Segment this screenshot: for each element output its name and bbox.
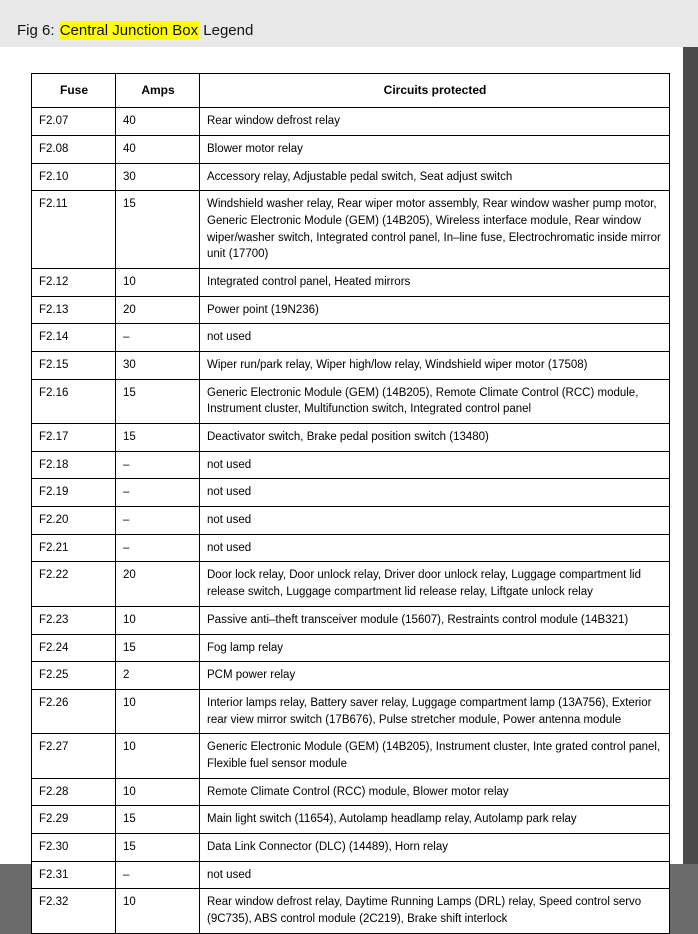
cell-fuse: F2.11: [32, 191, 116, 269]
cell-circuits: Data Link Connector (DLC) (14489), Horn relay: [200, 833, 670, 861]
cell-circuits: Passive anti–theft transceiver module (15607), Restraints control module (14B321): [200, 606, 670, 634]
cell-circuits: Generic Electronic Module (GEM) (14B205), Instrument cluster, Inte grated control panel, Flexible fuel sensor module: [200, 734, 670, 778]
cell-circuits: not used: [200, 534, 670, 562]
cell-fuse: F2.10: [32, 163, 116, 191]
table-row: [32, 534, 670, 562]
cell-fuse: F2.22: [32, 562, 116, 606]
cell-fuse: F2.16: [32, 379, 116, 423]
cell-circuits: Rear window defrost relay, Daytime Running Lamps (DRL) relay, Speed control servo (9C735), ABS control module (2C219), Brake shift interlock: [200, 889, 670, 933]
cell-fuse: F2.27: [32, 734, 116, 778]
table-row: [32, 806, 670, 834]
cell-amps: 15: [116, 379, 200, 423]
table-row: [32, 324, 670, 352]
cell-amps: 15: [116, 424, 200, 452]
cell-amps: 15: [116, 191, 200, 269]
table-row: [32, 108, 670, 136]
table-header-row: [32, 74, 670, 108]
cell-circuits: Wiper run/park relay, Wiper high/low relay, Windshield wiper motor (17508): [200, 352, 670, 380]
cell-fuse: F2.14: [32, 324, 116, 352]
cell-fuse: F2.23: [32, 606, 116, 634]
table-row: [32, 562, 670, 606]
table-row: [32, 379, 670, 423]
table-row: [32, 833, 670, 861]
column-header-circuits: Circuits protected: [200, 74, 670, 108]
table-row: [32, 424, 670, 452]
cell-amps: 15: [116, 806, 200, 834]
table-row: [32, 296, 670, 324]
table-row: [32, 479, 670, 507]
table-row: [32, 507, 670, 535]
table-row: [32, 269, 670, 297]
column-header-amps: Amps: [116, 74, 200, 108]
cell-amps: 2: [116, 662, 200, 690]
table-row: [32, 136, 670, 164]
cell-circuits: Blower motor relay: [200, 136, 670, 164]
cell-circuits: Generic Electronic Module (GEM) (14B205), Remote Climate Control (RCC) module, Instrument cluster, Multifunction switch, Integrated control panel: [200, 379, 670, 423]
cell-circuits: not used: [200, 507, 670, 535]
cell-fuse: F2.17: [32, 424, 116, 452]
cell-fuse: F2.13: [32, 296, 116, 324]
cell-fuse: F2.28: [32, 778, 116, 806]
cell-amps: 20: [116, 296, 200, 324]
cell-circuits: Windshield washer relay, Rear wiper motor assembly, Rear window washer pump motor, Generic Electronic Module (GEM) (14B205), Wireless interface module, Rear window wiper/washer switch, Integrated control panel, In–line fuse, Electrochromatic inside mirror unit (17700): [200, 191, 670, 269]
cell-amps: –: [116, 451, 200, 479]
cell-amps: –: [116, 479, 200, 507]
table-row: [32, 634, 670, 662]
cell-circuits: Door lock relay, Door unlock relay, Driver door unlock relay, Luggage compartment lid release switch, Luggage compartment lid release relay, Liftgate unlock relay: [200, 562, 670, 606]
document-page: [0, 47, 683, 925]
cell-amps: 10: [116, 689, 200, 733]
cell-amps: 10: [116, 606, 200, 634]
cell-fuse: F2.08: [32, 136, 116, 164]
table-row: [32, 191, 670, 269]
cell-circuits: not used: [200, 861, 670, 889]
vertical-scrollbar[interactable]: [683, 47, 698, 864]
cell-amps: 15: [116, 634, 200, 662]
cell-fuse: F2.07: [32, 108, 116, 136]
cell-circuits: Main light switch (11654), Autolamp headlamp relay, Autolamp park relay: [200, 806, 670, 834]
table-row: [32, 352, 670, 380]
cell-amps: 15: [116, 833, 200, 861]
cell-fuse: F2.30: [32, 833, 116, 861]
cell-circuits: Integrated control panel, Heated mirrors: [200, 269, 670, 297]
table-row: [32, 861, 670, 889]
cell-amps: 20: [116, 562, 200, 606]
fuse-legend-table: [31, 73, 670, 934]
cell-amps: –: [116, 324, 200, 352]
title-bar: [0, 0, 698, 47]
title-prefix: Fig 6:: [17, 22, 59, 39]
cell-circuits: not used: [200, 479, 670, 507]
table-row: [32, 662, 670, 690]
cell-fuse: F2.24: [32, 634, 116, 662]
cell-fuse: F2.32: [32, 889, 116, 933]
cell-fuse: F2.20: [32, 507, 116, 535]
page-title: [17, 22, 253, 39]
cell-amps: 10: [116, 889, 200, 933]
table-row: [32, 163, 670, 191]
cell-circuits: Rear window defrost relay: [200, 108, 670, 136]
cell-circuits: Power point (19N236): [200, 296, 670, 324]
cell-fuse: F2.15: [32, 352, 116, 380]
cell-fuse: F2.12: [32, 269, 116, 297]
cell-amps: –: [116, 507, 200, 535]
cell-amps: 40: [116, 108, 200, 136]
cell-circuits: Remote Climate Control (RCC) module, Blower motor relay: [200, 778, 670, 806]
table-row: [32, 451, 670, 479]
cell-fuse: F2.31: [32, 861, 116, 889]
title-highlight: Central Junction Box: [59, 22, 199, 39]
table-row: [32, 778, 670, 806]
cell-fuse: F2.21: [32, 534, 116, 562]
cell-amps: –: [116, 861, 200, 889]
cell-fuse: F2.18: [32, 451, 116, 479]
table-row: [32, 606, 670, 634]
cell-amps: 10: [116, 734, 200, 778]
cell-amps: 30: [116, 163, 200, 191]
cell-amps: 40: [116, 136, 200, 164]
cell-fuse: F2.29: [32, 806, 116, 834]
cell-amps: 30: [116, 352, 200, 380]
cell-circuits: PCM power relay: [200, 662, 670, 690]
table-row: [32, 689, 670, 733]
table-body: [32, 108, 670, 933]
cell-circuits: not used: [200, 451, 670, 479]
cell-amps: 10: [116, 269, 200, 297]
cell-circuits: Interior lamps relay, Battery saver relay, Luggage compartment lamp (13A756), Exterior rear view mirror switch (17B676), Pulse stretcher module, Power antenna module: [200, 689, 670, 733]
cell-amps: –: [116, 534, 200, 562]
cell-fuse: F2.25: [32, 662, 116, 690]
title-suffix: Legend: [199, 22, 254, 39]
cell-amps: 10: [116, 778, 200, 806]
cell-fuse: F2.19: [32, 479, 116, 507]
cell-circuits: Deactivator switch, Brake pedal position switch (13480): [200, 424, 670, 452]
cell-circuits: Accessory relay, Adjustable pedal switch, Seat adjust switch: [200, 163, 670, 191]
column-header-fuse: Fuse: [32, 74, 116, 108]
cell-circuits: Fog lamp relay: [200, 634, 670, 662]
table-row: [32, 889, 670, 933]
cell-circuits: not used: [200, 324, 670, 352]
table-row: [32, 734, 670, 778]
cell-fuse: F2.26: [32, 689, 116, 733]
